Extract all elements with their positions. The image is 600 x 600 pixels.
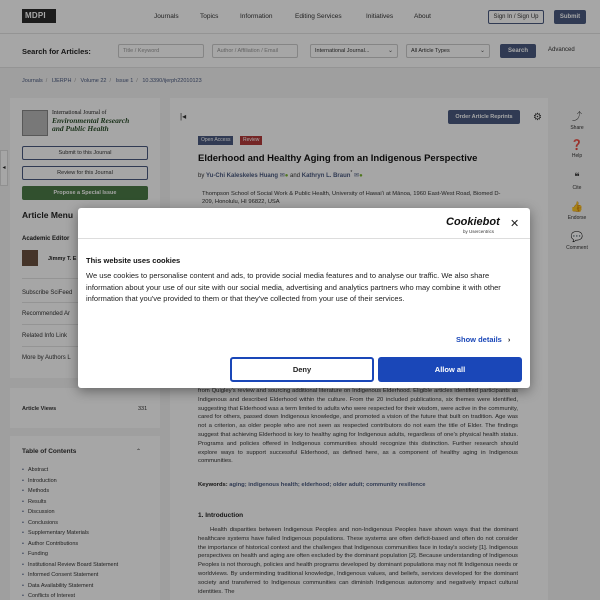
related-info-link[interactable]: Related Info Link [22,333,68,339]
author-1-link[interactable]: Yu-Chi Kaleskeles Huang [206,173,279,179]
title-keyword-input[interactable]: Title / Keyword [118,44,204,58]
toc-conflicts[interactable]: • Conflicts of Interest [28,593,75,599]
comment-icon: 💬 [570,232,584,243]
more-by-authors-link[interactable]: More by Authors L [22,355,71,361]
cookiebot-logo: Cookiebot [446,216,500,228]
order-reprints-button[interactable]: Order Article Reprints [448,110,520,124]
toc-results[interactable]: • Results [28,499,46,505]
toc-author-contributions[interactable]: • Author Contributions [28,541,78,547]
deny-button[interactable]: Deny [230,357,374,382]
advanced-search-link[interactable]: Advanced [548,47,575,53]
nav-initiatives[interactable]: Initiatives [366,13,394,20]
mdpi-logo[interactable]: MDPI [22,9,56,23]
thumbs-up-icon: 👍 [570,202,584,213]
chevron-down-icon: ⌄ [387,48,393,54]
toc-irb[interactable]: • Institutional Review Board Statement [28,562,118,568]
share-icon: ⤴ [572,112,582,123]
allow-all-button[interactable]: Allow all [378,357,522,382]
divider [78,238,530,239]
academic-editor-title: Academic Editor [22,236,70,242]
author-2-link[interactable]: Kathryn L. Braun [301,173,351,179]
cookie-title: This website uses cookies [86,256,181,265]
toc-data-availability[interactable]: • Data Availability Statement [28,583,93,589]
cite-button[interactable]: ❝ Cite [558,172,596,191]
endorse-button[interactable]: 👍 Endorse [558,202,596,221]
breadcrumb-volume[interactable]: Volume 22 [80,78,107,84]
cookie-text: We use cookies to personalise content and ads, to provide social media features and to analyse our traffic. We also share information about your use of our site with our social media, advertising and analytics partners who may combine it with other information that you've provided to them or that they've collected from your use of their services. [86,271,501,303]
breadcrumb-ijerph[interactable]: IJERPH [51,78,72,84]
breadcrumb-journals[interactable]: Journals [22,78,43,84]
help-button[interactable]: ❓ Help [558,140,596,159]
help-icon: ❓ [570,140,584,151]
chevron-up-icon[interactable]: ⌃ [136,449,142,455]
toc-funding[interactable]: • Funding [28,551,48,557]
search-label: Search for Articles: [22,47,91,56]
show-details-link[interactable]: Show details › [456,335,511,344]
nav-editing-services[interactable]: Editing Services [295,13,342,20]
journal-select[interactable]: International Journal... ⌄ [310,44,398,58]
subscribe-scifeed-link[interactable]: Subscribe SciFeed [22,290,73,296]
nav-journals[interactable]: Journals [154,13,179,20]
orcid-icon[interactable]: ● [359,173,363,179]
recommended-articles-link[interactable]: Recommended Ar [22,311,71,317]
toc-introduction[interactable]: • Introduction [28,478,57,484]
submit-button[interactable]: Submit [554,10,586,24]
submit-journal-button[interactable]: Submit to this Journal [22,146,148,160]
quote-icon: ❝ [574,172,580,183]
nav-topics[interactable]: Topics [200,13,219,20]
collapse-left-icon[interactable]: |◂ [180,112,187,121]
propose-special-issue-button[interactable]: Propose a Special Issue [22,186,148,200]
chevron-right-icon: › [507,335,511,344]
toc-discussion[interactable]: • Discussion [28,509,55,515]
toc-conclusions[interactable]: • Conclusions [28,520,58,526]
toc-consent[interactable]: • Informed Consent Statement [28,572,98,578]
author-input[interactable]: Author / Affiliation / Email [212,44,298,58]
orcid-icon[interactable]: ● [284,173,289,179]
editor-name[interactable]: Jimmy T. E [48,256,77,262]
nav-about[interactable]: About [414,13,431,20]
section-title: 1. Introduction [198,512,244,519]
comment-button[interactable]: 💬 Comment [558,232,596,251]
breadcrumb-issue[interactable]: Issue 1 [115,78,134,84]
keywords-list[interactable]: aging; indigenous health; elderhood; older adult; community resilience [229,482,426,488]
abstract-text: from Quigley's review and sourcing additional literature on Indigenous Elderhood. Eligible articles identified participants as Indigenous and described Elderhood within the culture. From the 20 included publications, six themes were identified, suggesting that Elderhood was a term limited to adults who were respected for their wisdom, were active in the community, cared for others, passed down Indigenous knowledge, and promoted a vision of the future that built on tradition. Age was not a criterion, as older people who are not seen as respected contributors do not earn the title of Elder. The findings suggest that achieving Elderhood is key to healthy aging for Indigenous adults, regardless of one's physical health status. Programs and policies offered in Indigenous communities should recognize this distinction. Further research should explore ways to support successful Elderhood, as defined here, as a component of healthy aging in Indigenous communities. [198,388,518,465]
breadcrumb-doi[interactable]: 10.3390/ijerph22010123 [142,78,202,84]
signin-button[interactable]: Sign In / Sign Up [488,10,544,24]
toc-title: Table of Contents [22,448,77,455]
toc-abstract[interactable]: • Abstract [28,467,48,473]
cookiebot-sub: by Usercentrics [463,229,495,234]
toc-supplementary[interactable]: • Supplementary Materials [28,530,89,536]
cookie-dialog [78,208,530,388]
gear-icon[interactable]: ⚙ [533,112,542,123]
author-line: by Yu-Chi Kaleskeles Huang ✉● and Kathryn L. Braun* ✉● [198,170,363,179]
nav-information[interactable]: Information [240,13,273,20]
review-badge: Review [240,136,262,145]
article-views-label: Article Views [22,406,57,412]
article-title: Elderhood and Healthy Aging from an Indigenous Perspective [198,153,478,164]
review-journal-button[interactable]: Review for this Journal [22,166,148,180]
journal-name[interactable]: International Journal of Environmental Research and Public Health [52,110,130,133]
article-type-select[interactable]: All Article Types ⌄ [406,44,490,58]
breadcrumb: Journals / IJERPH / Volume 22 / Issue 1 / 10.3390/ijerph22010123 [22,78,202,84]
chevron-down-icon: ⌄ [479,48,485,54]
article-menu-title: Article Menu [22,210,74,220]
introduction-text: Health disparities between Indigenous Peoples and non-Indigenous Peoples have shown ways that the dominant healthcare systems have failed Indigenous populations. These systems are often deficit-based and often do not consider the importance of historical context and the challenges that Indigenous communities face in today's society [1]. Indigenous perspectives on health and aging are often excluded by the dominant population [2]. Because understanding of Indigenous Peoples is not thorough, policies and health programs developed by dominant populations may not fit Indigenous needs or worldviews. By underminding traditional knowledge, Indigenous values, and beliefs, services developed for the dominant society and transferred to Indigenous communities can diminish Indigenous autonomy and negatively impact cultural identities. The [198,527,518,595]
share-button[interactable]: ⤴ Share [558,108,596,131]
mail-icon[interactable]: ✉ [279,173,285,179]
affiliation: Thompson School of Social Work & Public Health, University of Hawaiʻi at Mānoa, 1960 East-West Road, Biomed D-209, Honolulu, HI 96822, USA [202,191,501,205]
sidebar-toggle-icon[interactable]: ◂ [0,150,8,186]
article-views-count: 331 [138,406,148,412]
search-button[interactable]: Search [500,44,536,58]
open-access-badge: Open Access [198,136,233,145]
close-icon[interactable]: ✕ [510,218,520,230]
keywords: Keywords: aging; indigenous health; elderhood; older adult; community resilience [198,482,426,488]
toc-methods[interactable]: • Methods [28,488,49,494]
mail-icon[interactable]: ✉ [354,173,360,179]
